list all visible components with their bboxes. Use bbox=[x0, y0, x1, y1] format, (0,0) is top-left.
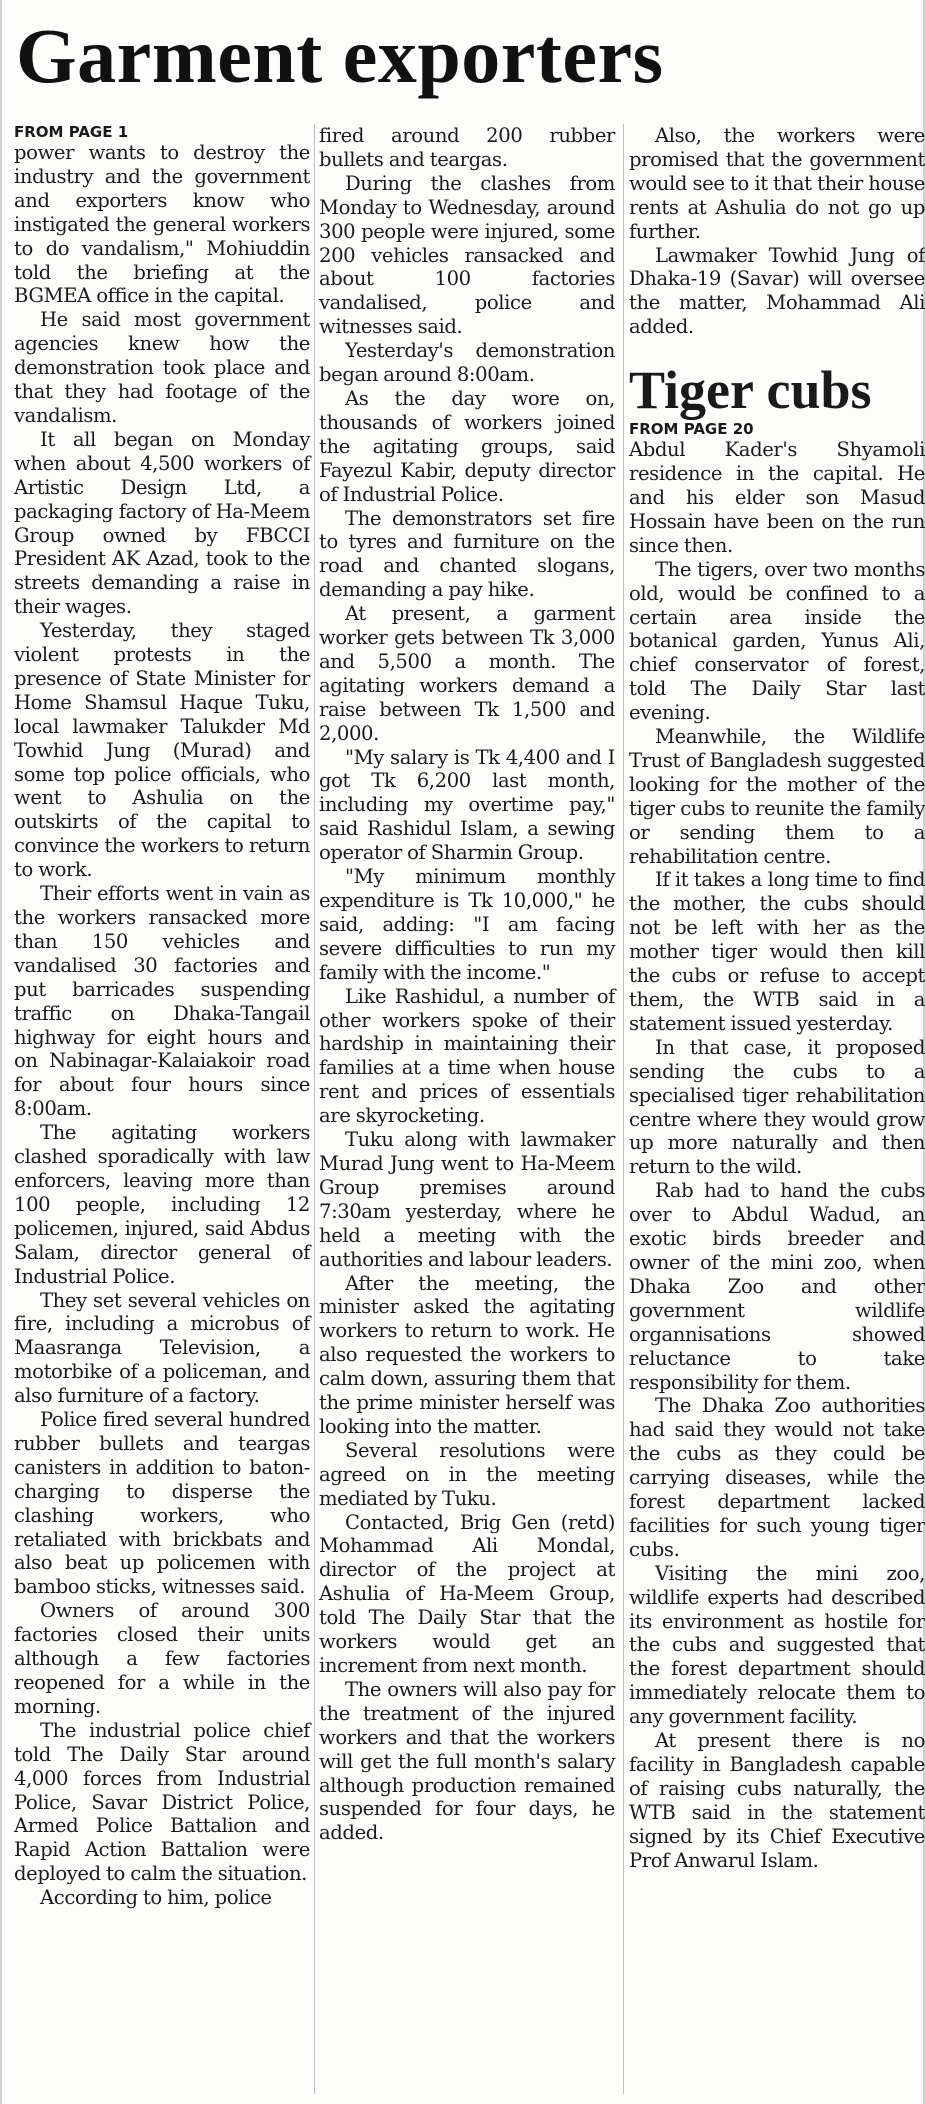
paragraph: fired around 200 rubber bullets and teargas. bbox=[319, 124, 615, 171]
paragraph: According to him, police bbox=[40, 1886, 272, 1910]
paragraph: "My salary is Tk 4,400 and I got Tk 6,200 last month, including my overtime pay," said Rashidul Islam, a sewing operator of Sharmin Group. bbox=[319, 745, 615, 865]
paragraph: During the clashes from Monday to Wednesday, around 300 people were injured, some 200 vehicles ransacked and about 100 factories vandalised, police and witnesses said. bbox=[319, 171, 615, 339]
kicker: FROM PAGE 1 bbox=[14, 123, 129, 141]
paragraph: Their efforts went in vain as the workers ransacked more than 150 vehicles and vandalised 30 factories and put barricades suspending traffic on Dhaka-Tangail highway for eight hours and on Nabinagar-Kalaiakoir road for about four hours since 8:00am. bbox=[14, 882, 310, 1121]
paragraph: "My minimum monthly expenditure is Tk 10,000," he said, adding: "I am facing severe difficulties to run my family with the income." bbox=[319, 865, 615, 984]
paragraph: Like Rashidul, a number of other workers spoke of their hardship in maintaining their families at a time when house rent and prices of essentials are skyrocketing. bbox=[319, 984, 615, 1128]
paragraph: If it takes a long time to find the mother, the cubs should not be left with her as the mother tiger would then kill the cubs or refuse to accept them, the WTB said in a statement issued yesterday. bbox=[629, 868, 925, 1035]
paragraph: As the day wore on, thousands of workers joined the agitating groups, said Fayezul Kabir, deputy director of Industrial Police. bbox=[319, 386, 615, 506]
paragraph: It all began on Monday when about 4,500 workers of Artistic Design Ltd, a packaging factory of Ha-Meem Group owned by FBCCI President AK Azad, took to the streets demanding a raise in their wages. bbox=[14, 427, 310, 619]
kicker: FROM PAGE 20 bbox=[629, 420, 754, 439]
column-rule bbox=[623, 124, 624, 2094]
paragraph: He said most government agencies knew how the demonstration took place and that they had footage of the vandalism. bbox=[14, 308, 310, 427]
paragraph: Tuku along with lawmaker Murad Jung went to Ha-Meem Group premises around 7:30am yesterday, where he held a meeting with the authorities and labour leaders. bbox=[319, 1128, 615, 1271]
paragraph: After the meeting, the minister asked the agitating workers to return to work. He also requested the workers to calm down, assuring them that the prime minister herself was looking into the matter. bbox=[319, 1271, 615, 1438]
paragraph: Meanwhile, the Wildlife Trust of Bangladesh suggested looking for the mother of the tiger cubs to reunite the family or sending them to a rehabilitation centre. bbox=[629, 725, 925, 868]
paragraph: They set several vehicles on fire, including a microbus of Maasranga Television, a motorbike of a policeman, and also furniture of a factory. bbox=[14, 1288, 310, 1408]
paragraph: Also, the workers were promised that the government would see to it that their house rents at Ashulia do not go up further. bbox=[629, 124, 925, 243]
paragraph: The Dhaka Zoo authorities had said they would not take the cubs as they could be carrying diseases, while the forest department lacked facilities for such young tiger cubs. bbox=[629, 1394, 925, 1561]
paragraph: Contacted, Brig Gen (retd) Mohammad Ali Mondal, director of the project at Ashulia of Ha-Meem Group, told The Daily Star that the workers would get an increment from next month. bbox=[319, 1510, 615, 1677]
paragraph: Police fired several hundred rubber bullets and teargas canisters in addition to baton-charging to disperse the clashing workers, who retaliated with brickbats and also beat up policemen with bamboo sticks, witnesses said. bbox=[14, 1408, 310, 1599]
paragraph: At present there is no facility in Bangladesh capable of raising cubs naturally, the WTB said in the statement signed by its Chief Executive Prof Anwarul Islam. bbox=[629, 1729, 925, 1872]
paragraph: The agitating workers clashed sporadically with law enforcers, leaving more than 100 people, including 12 policemen, injured, said Abdus Salam, director general of Industrial Police. bbox=[14, 1121, 310, 1288]
headline: Garment exporters bbox=[16, 12, 664, 99]
article-column-1 bbox=[14, 124, 310, 1910]
paragraph: The owners will also pay for the treatment of the injured workers and that the workers will get the full month's salary although production remained suspended for four days, he added. bbox=[319, 1677, 615, 1845]
paragraph: Yesterday, they staged violent protests in the presence of State Minister for Home Shamsul Haque Tuku, local lawmaker Talukder Md Towhid Jung (Murad) and some top police officials, who went to Ashulia on the outskirts of the capital to convince the workers to return to work. bbox=[14, 619, 310, 882]
paragraph: power wants to destroy the industry and the government and exporters know who instigated the general workers to do vandalism," Mohiuddin told the briefing at the BGMEA office in the capital. bbox=[14, 141, 310, 308]
paragraph: The tigers, over two months old, would be confined to a certain area inside the botanical garden, Yunus Ali, chief conservator of forest, told The Daily Star last evening. bbox=[629, 557, 925, 725]
paragraph: Visiting the mini zoo, wildlife experts had described its environment as hostile for the cubs and suggested that the forest department should immediately relocate them to any government facility. bbox=[629, 1561, 925, 1729]
paragraph: The industrial police chief told The Daily Star around 4,000 forces from Industrial Police, Savar District Police, Armed Police Battalion and Rapid Action Battalion were deployed to calm the situation. bbox=[14, 1718, 310, 1886]
paragraph: Abdul Kader's Shyamoli residence in the capital. He and his elder son Masud Hossain have been on the run since then. bbox=[629, 438, 925, 557]
paragraph: Owners of around 300 factories closed their units although a few factories reopened for a while in the morning. bbox=[14, 1599, 310, 1718]
paragraph: Several resolutions were agreed on in the meeting mediated by Tuku. bbox=[319, 1438, 615, 1510]
paragraph: Lawmaker Towhid Jung of Dhaka-19 (Savar) will oversee the matter, Mohammad Ali added. bbox=[629, 243, 925, 339]
article-column-2 bbox=[319, 124, 615, 1845]
article-column-3 bbox=[629, 124, 925, 1873]
paragraph: In that case, it proposed sending the cubs to a specialised tiger rehabilitation centre where they would grow up more naturally and then return to the wild. bbox=[629, 1035, 925, 1179]
paragraph: Yesterday's demonstration began around 8:00am. bbox=[319, 339, 615, 387]
paragraph: At present, a garment worker gets between Tk 3,000 and 5,500 a month. The agitating workers demand a raise between Tk 1,500 and 2,000. bbox=[319, 602, 615, 745]
article-headline: Tiger cubs bbox=[629, 360, 872, 421]
paragraph: The demonstrators set fire to tyres and furniture on the road and chanted slogans, demanding a pay hike. bbox=[319, 506, 615, 602]
column-rule bbox=[314, 124, 315, 2094]
paragraph: Rab had to hand the cubs over to Abdul Wadud, an exotic birds breeder and owner of the mini zoo, when Dhaka Zoo and other government wildlife organnisations showed reluctance to take responsibility for them. bbox=[629, 1179, 925, 1394]
